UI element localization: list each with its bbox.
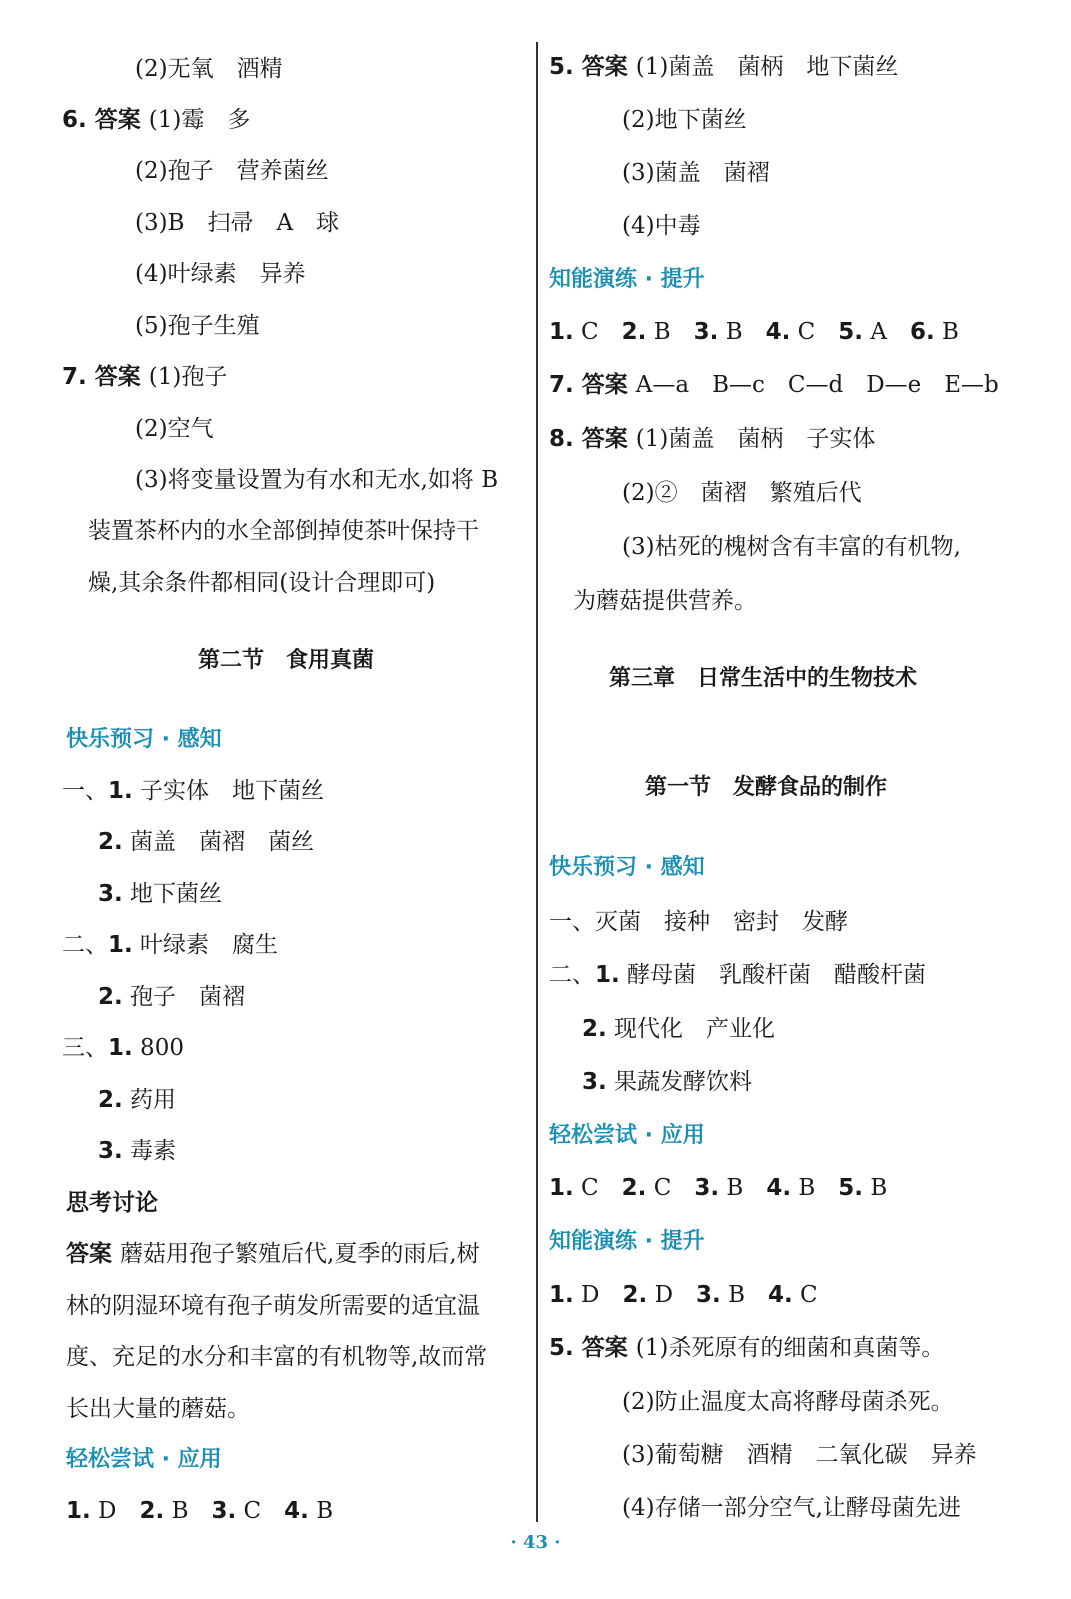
text-run: 装置茶杯内的水全部倒掉使茶叶保持干 (88, 518, 479, 544)
text-run: 二、 (549, 962, 595, 988)
bold-label: 3. (98, 1138, 123, 1164)
answer-line (98, 982, 245, 1012)
text-run: (4)存储一部分空气,让酵母菌先进 (622, 1495, 961, 1521)
text-run: 子实体 地下菌丝 (132, 778, 325, 804)
answer-line (62, 105, 250, 135)
text-run: A (863, 319, 910, 345)
bold-label: 1. (549, 1282, 574, 1308)
answer-line (62, 362, 227, 392)
text-run: 林的阴湿环境有孢子萌发所需要的适宜温 (66, 1293, 480, 1319)
text-run: (2)防止温度太高将酵母菌杀死。 (622, 1389, 954, 1415)
text-run: B (164, 1498, 212, 1524)
text-run: 毒素 (122, 1138, 177, 1164)
text-run: (1)菌盖 菌柄 地下菌丝 (635, 54, 899, 80)
chapter-title (609, 664, 917, 694)
text-run: D (647, 1282, 697, 1308)
text-run: A—a B—c C—d D—e E—b (635, 372, 999, 398)
answer-line (622, 211, 701, 241)
text-run: 菌盖 菌褶 菌丝 (122, 829, 315, 855)
text-run: 知能演练 · 提升 (549, 1229, 705, 1254)
text-run: 现代化 产业化 (606, 1016, 776, 1042)
answer-line (622, 158, 770, 188)
text-run: B (719, 1175, 767, 1201)
answer-line (622, 1493, 961, 1523)
text-run: B (720, 1282, 768, 1308)
text-run: 药用 (122, 1087, 177, 1113)
answer-line (98, 1136, 176, 1166)
bold-label: 2. (98, 984, 123, 1010)
text-run: B (863, 1175, 888, 1201)
text-run: (3)葡萄糖 酒精 二氧化碳 异养 (622, 1442, 977, 1468)
text-run: (3)B 扫帚 A 球 (135, 210, 340, 236)
text-run: 三、 (62, 1035, 108, 1061)
bold-label: 2. (139, 1498, 165, 1524)
bold-label: 1. (108, 778, 133, 804)
answer-line (549, 424, 875, 454)
bold-label: 2. (621, 319, 647, 345)
answer-line (98, 827, 314, 857)
answer-line (98, 879, 222, 909)
column-divider (536, 42, 538, 1522)
chapter-title (645, 773, 887, 803)
answer-line (549, 317, 959, 347)
text-run: 800 (132, 1035, 184, 1061)
text-run: 二、 (62, 932, 108, 958)
bold-label: 5. 答案 (549, 1335, 636, 1361)
text-run: 孢子 菌褶 (122, 984, 246, 1010)
bold-label: 6. (909, 319, 935, 345)
answer-line (62, 1033, 184, 1063)
answer-line (135, 259, 306, 289)
text-run: 酵母菌 乳酸杆菌 醋酸杆菌 (619, 962, 927, 988)
text-run: 第一节 发酵食品的制作 (645, 775, 888, 800)
bold-label: 1. (595, 962, 620, 988)
text-run: C (646, 1175, 695, 1201)
text-run: 快乐预习 · 感知 (66, 727, 222, 752)
answer-line (622, 478, 862, 508)
bold-label: 4. (765, 319, 791, 345)
text-run: (5)孢子生殖 (135, 313, 260, 339)
answer-line (135, 311, 260, 341)
bold-label: 2. (621, 1175, 647, 1201)
text-run: (2)② 菌褶 繁殖后代 (622, 480, 862, 506)
bold-label: 1. (108, 932, 133, 958)
text-run: B (646, 319, 694, 345)
bold-label: 5. 答案 (549, 54, 636, 80)
text-run: 蘑菇用孢子繁殖后代,夏季的雨后,树 (120, 1241, 480, 1267)
text-run: (1)孢子 (148, 364, 228, 390)
answer-line (549, 52, 898, 82)
text-run: C (573, 319, 622, 345)
answer-line (573, 586, 757, 616)
answer-line (135, 208, 339, 238)
bold-label: 4. (284, 1498, 309, 1524)
text-run: (1)霉 多 (148, 107, 251, 133)
text-run: B (718, 319, 766, 345)
text-run: 度、充足的水分和丰富的有机物等,故而常 (66, 1344, 488, 1370)
answer-line (135, 414, 214, 444)
answer-line (549, 370, 999, 400)
bold-label: 3. (582, 1069, 607, 1095)
text-run: 一、 (62, 778, 108, 804)
answer-line (98, 1085, 176, 1115)
text-run: 知能演练 · 提升 (549, 267, 705, 292)
bold-label: 1. (549, 319, 574, 345)
bold-label: 4. (766, 1175, 792, 1201)
bold-label: 2. (98, 829, 123, 855)
bold-label: 2. (582, 1016, 607, 1042)
bold-label: 答案 (66, 1241, 121, 1267)
answer-line (622, 1440, 977, 1470)
text-run: (2)无氧 酒精 (135, 56, 283, 82)
text-run: 叶绿素 腐生 (132, 932, 279, 958)
text-run: (3)枯死的槐树含有丰富的有机物, (622, 534, 961, 560)
chapter-title (198, 646, 374, 676)
section-heading (66, 725, 222, 755)
text-run: (3)菌盖 菌褶 (622, 160, 770, 186)
answer-line (88, 568, 435, 598)
text-run: (2)地下菌丝 (622, 107, 747, 133)
page-number: · 43 · (510, 1532, 561, 1553)
text-run: 第二节 食用真菌 (198, 648, 375, 673)
answer-line (135, 54, 283, 84)
text-run: C (790, 319, 839, 345)
text-run: (4)中毒 (622, 213, 701, 239)
answer-line (622, 105, 747, 135)
bold-label: 思考讨论 (66, 1190, 158, 1216)
text-run: (2)孢子 营养菌丝 (135, 158, 329, 184)
text-run: C (792, 1282, 818, 1308)
section-heading (549, 853, 705, 883)
answer-line (549, 907, 848, 937)
text-run: 地下菌丝 (122, 881, 223, 907)
text-run: 为蘑菇提供营养。 (573, 588, 757, 614)
answer-line (622, 1387, 954, 1417)
text-run: C (236, 1498, 285, 1524)
answer-line (622, 532, 961, 562)
bold-label: 3. (696, 1282, 721, 1308)
answer-line (66, 1394, 250, 1424)
bold-label: 7. 答案 (549, 372, 636, 398)
section-heading (549, 1227, 705, 1257)
answer-line (549, 1333, 944, 1363)
answer-line (66, 1291, 480, 1321)
section-heading (549, 1121, 705, 1151)
section-heading (549, 265, 705, 295)
text-run: 第三章 日常生活中的生物技术 (609, 666, 918, 691)
text-run: (2)空气 (135, 416, 214, 442)
text-run: 轻松尝试 · 应用 (549, 1123, 705, 1148)
bold-label: 1. (108, 1035, 133, 1061)
text-run: C (573, 1175, 622, 1201)
text-run: (1)杀死原有的细菌和真菌等。 (635, 1335, 945, 1361)
bold-label: 1. (66, 1498, 91, 1524)
text-run: D (573, 1282, 623, 1308)
text-run: 长出大量的蘑菇。 (66, 1396, 250, 1422)
answer-line (66, 1496, 333, 1526)
text-run: 轻松尝试 · 应用 (66, 1447, 222, 1472)
text-run: (4)叶绿素 异养 (135, 261, 306, 287)
answer-line (582, 1067, 752, 1097)
bold-label: 7. 答案 (62, 364, 149, 390)
text-run: 果蔬发酵饮料 (606, 1069, 753, 1095)
text-run: 燥,其余条件都相同(设计合理即可) (88, 570, 436, 596)
answer-line (62, 930, 278, 960)
text-run: 一、灭菌 接种 密封 发酵 (549, 909, 848, 935)
bold-label: 1. (549, 1175, 574, 1201)
text-run: (1)菌盖 菌柄 子实体 (635, 426, 876, 452)
bold-label: 2. (622, 1282, 648, 1308)
answer-line (66, 1239, 480, 1269)
answer-line (549, 1280, 818, 1310)
bold-label: 8. 答案 (549, 426, 636, 452)
answer-line (62, 776, 324, 806)
text-run: (3)将变量设置为有水和无水,如将 B (135, 467, 499, 493)
answer-line (549, 960, 926, 990)
bold-label: 3. (211, 1498, 237, 1524)
answer-line (88, 516, 479, 546)
bold-label: 5. (838, 1175, 864, 1201)
text-run: B (934, 319, 959, 345)
answer-line (582, 1014, 775, 1044)
answer-line (66, 1188, 158, 1218)
bold-label: 3. (693, 319, 719, 345)
answer-line (135, 156, 329, 186)
bold-label: 2. (98, 1087, 123, 1113)
bold-label: 4. (768, 1282, 793, 1308)
text-run: D (90, 1498, 140, 1524)
answer-line (66, 1342, 487, 1372)
answer-line (135, 465, 498, 495)
text-run: B (791, 1175, 839, 1201)
answer-line (549, 1173, 887, 1203)
text-run: B (308, 1498, 334, 1524)
bold-label: 6. 答案 (62, 107, 149, 133)
bold-label: 5. (838, 319, 864, 345)
text-run: 快乐预习 · 感知 (549, 855, 705, 880)
bold-label: 3. (694, 1175, 720, 1201)
bold-label: 3. (98, 881, 123, 907)
section-heading (66, 1445, 222, 1475)
